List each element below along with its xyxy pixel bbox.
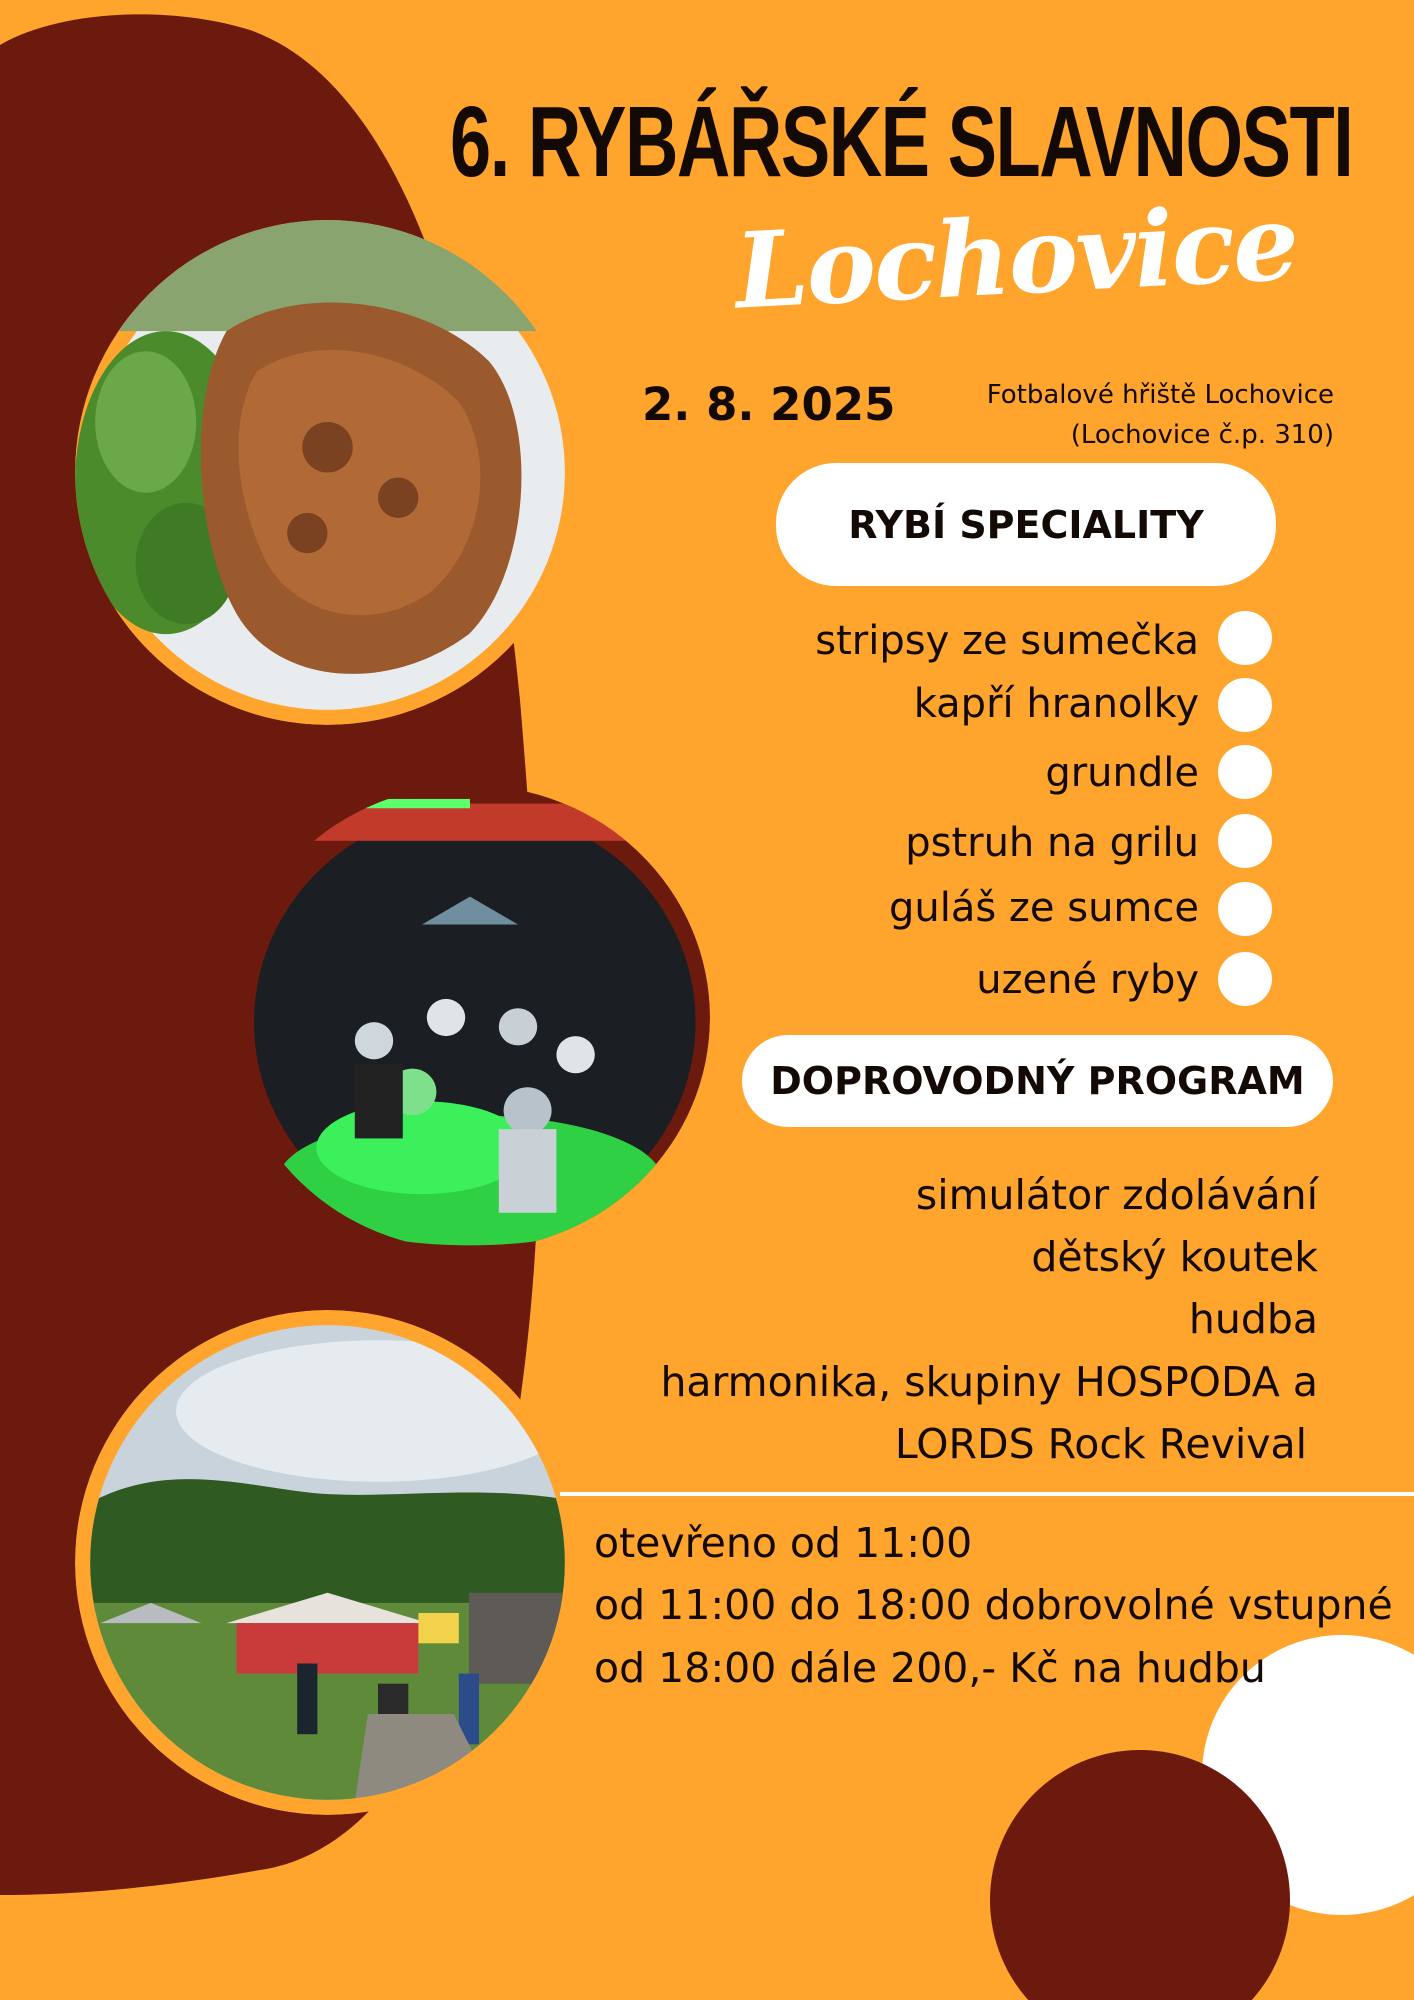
program-heading: DOPROVODNÝ PROGRAM xyxy=(742,1035,1333,1127)
hours-line: od 18:00 dále 200,- Kč na hudbu xyxy=(594,1644,1266,1692)
program-line: simulátor zdolávání xyxy=(915,1171,1318,1219)
venue-address: (Lochovice č.p. 310) xyxy=(1070,420,1334,450)
bullet-dot xyxy=(1218,882,1272,936)
fish-specialities-heading: RYBÍ SPECIALITY xyxy=(776,463,1276,586)
hours-line: od 11:00 do 18:00 dobrovolné vstupné xyxy=(594,1581,1393,1629)
venue-name: Fotbalové hřiště Lochovice xyxy=(986,380,1334,410)
list-item: stripsy ze sumečka xyxy=(815,618,1199,664)
poster-subtitle: Lochovice xyxy=(732,180,1301,333)
program-line: hudba xyxy=(1188,1295,1318,1343)
bullet-dot xyxy=(1218,814,1272,868)
list-item: uzené ryby xyxy=(976,957,1199,1003)
festival-grounds-photo xyxy=(75,1310,580,1815)
list-item: grundle xyxy=(1045,750,1199,796)
list-item: kapří hranolky xyxy=(913,681,1199,727)
program-line: LORDS Rock Revival xyxy=(894,1420,1307,1468)
dance-party-photo xyxy=(230,785,710,1250)
program-line: dětský koutek xyxy=(1031,1233,1318,1281)
list-item: pstruh na grilu xyxy=(905,820,1199,866)
bullet-dot xyxy=(1218,678,1272,732)
hours-line: otevřeno od 11:00 xyxy=(594,1519,973,1567)
poster-title: 6. RYBÁŘSKÉ SLAVNOSTI xyxy=(449,86,1352,198)
list-item: guláš ze sumce xyxy=(889,885,1199,931)
fried-fish-photo xyxy=(75,220,580,725)
bullet-dot xyxy=(1218,745,1272,799)
event-date: 2. 8. 2025 xyxy=(642,378,896,431)
section-divider xyxy=(560,1492,1414,1496)
program-line: harmonika, skupiny HOSPODA a xyxy=(660,1358,1318,1406)
bullet-dot xyxy=(1218,611,1272,665)
bullet-dot xyxy=(1218,952,1272,1006)
